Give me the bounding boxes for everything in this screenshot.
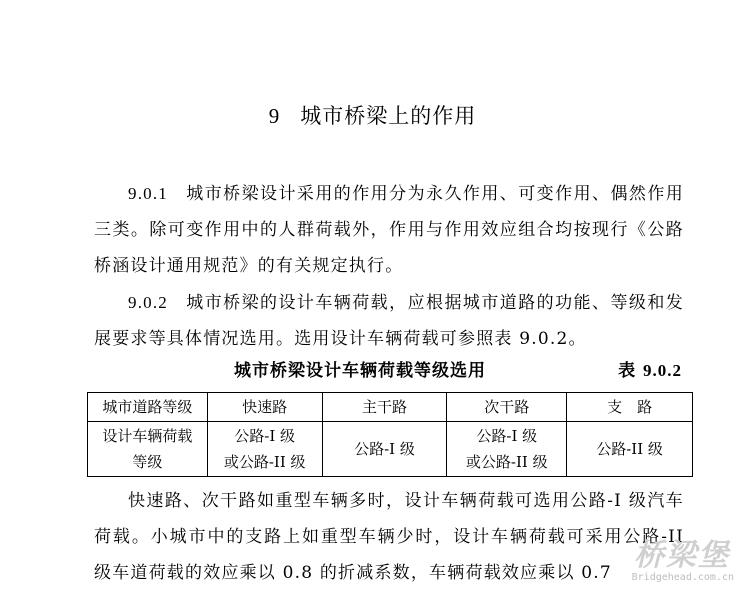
clause-number: 9.0.2 (128, 293, 168, 312)
table-title: 城市桥梁设计车辆荷载等级选用 (234, 361, 486, 381)
cell-line: 公路-I 级 (354, 440, 415, 458)
table-number-value: 9.0.2 (643, 361, 682, 380)
table-cell (447, 422, 567, 477)
vehicle-load-table (87, 392, 693, 477)
clause-9-0-1 (94, 176, 684, 284)
watermark-site: Bridgehead.com.cn (631, 572, 734, 583)
table-cell (322, 422, 447, 477)
chapter-heading: 城市桥梁上的作用 (300, 104, 477, 128)
watermark-logo: 桥梁堡 (634, 538, 730, 573)
table-header-cell: 次干路 (447, 393, 567, 422)
cell-line: 或公路-II 级 (223, 453, 306, 471)
chapter-title (0, 102, 745, 130)
row-label-line: 等级 (132, 453, 163, 471)
table-cell (207, 422, 322, 477)
clause-9-0-2 (94, 285, 684, 357)
watermark (626, 528, 738, 588)
table-row (88, 422, 693, 477)
table-header-cell: 主干路 (322, 393, 447, 422)
table-caption (94, 356, 684, 384)
cell-line: 公路-I 级 (476, 427, 538, 445)
clause-text: 城市桥梁设计采用的作用分为永久作用、可变作用、偶然作用三类。除可变作用中的人群荷载外，作用与作用效应组合均按现行《公路桥涵设计通用规范》的有关规定执行。 (94, 184, 684, 276)
table-cell (567, 422, 693, 477)
table-header-row (88, 393, 693, 422)
continuation-paragraph: 快速路、次干路如重型车辆多时，设计车辆荷载可选用公路-I 级汽车荷载。小城市中的支路上如重型车辆少时，设计车辆荷载可采用公路-II 级车道荷载的效应乘以 0.8 的折减系数，车辆荷载效应乘以 0.7 (94, 491, 684, 583)
table-header-cell: 城市道路等级 (88, 393, 208, 422)
cell-line: 或公路-II 级 (465, 453, 548, 471)
chapter-number: 9 (268, 104, 281, 128)
clause-number: 9.0.1 (128, 184, 168, 203)
table-header-cell: 快速路 (207, 393, 322, 422)
table-number (618, 356, 682, 381)
cell-line: 公路-II 级 (596, 440, 663, 458)
clause-text: 城市桥梁的设计车辆荷载，应根据城市道路的功能、等级和发展要求等具体情况选用。选用设计车辆荷载可参照表 9.0.2。 (94, 293, 684, 349)
table-header-cell: 支 路 (567, 393, 693, 422)
cell-line: 公路-I 级 (234, 427, 296, 445)
row-label-cell (88, 422, 208, 477)
row-label-line: 设计车辆荷载 (102, 427, 193, 445)
table-label: 表 (618, 361, 637, 381)
